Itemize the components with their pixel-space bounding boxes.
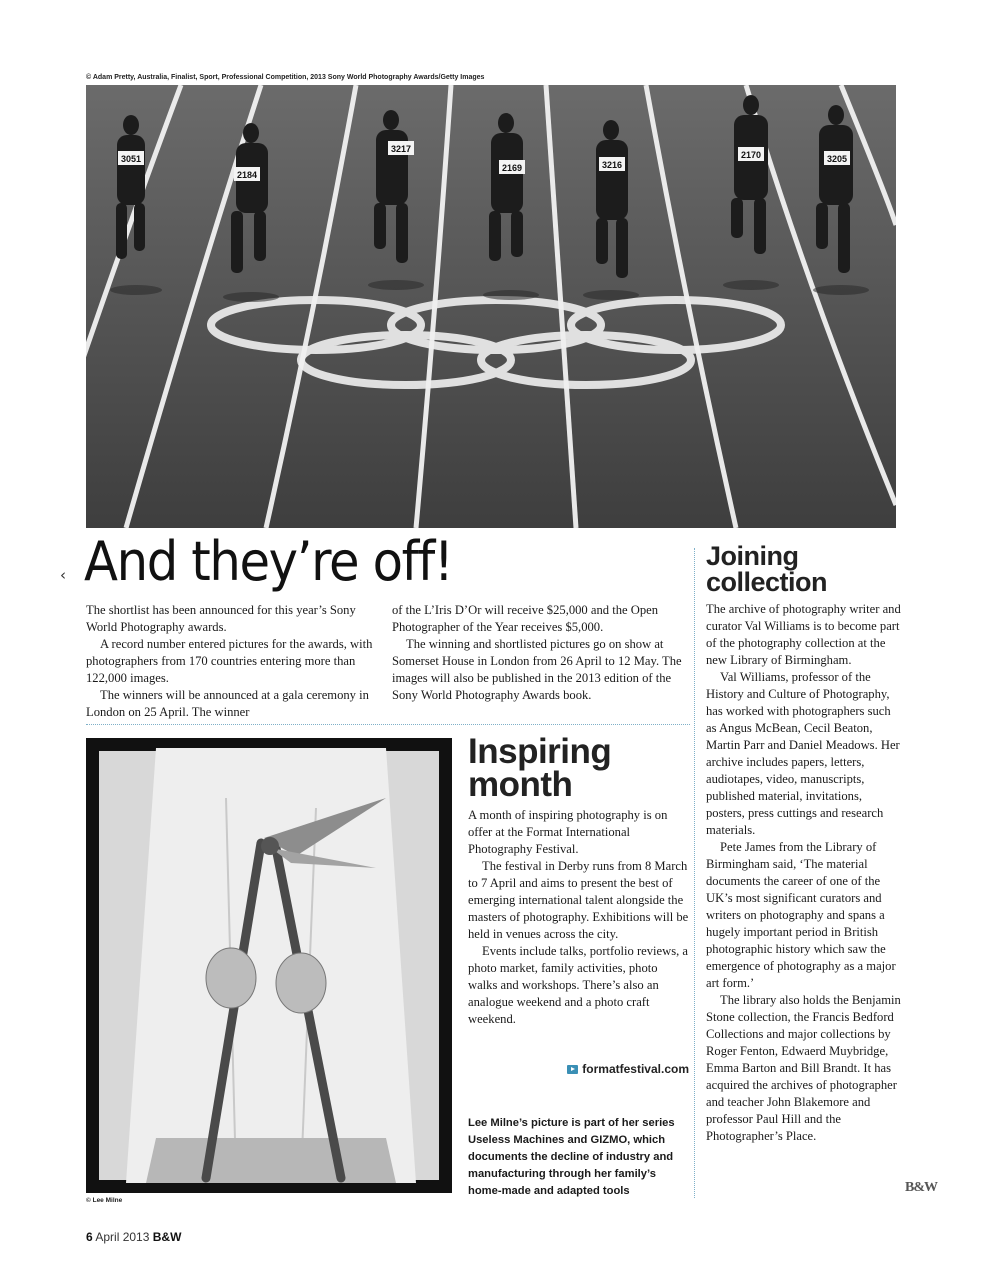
bib-2: [234, 167, 260, 181]
bib-4-number: 2169: [501, 163, 523, 173]
joining-paragraph: The archive of photography writer and curator Val Williams is to become part of the photography collection at the new Library of Birmingham.: [706, 602, 901, 667]
page-number: 6: [86, 1230, 93, 1244]
chevron-left-icon[interactable]: ‹: [60, 566, 66, 584]
joining-paragraph: Pete James from the Library of Birmingham said, ‘The material documents the career of one of the UK’s most significant curators and writers on photography and spans a hugely important period in British photographic history which saw the emergence of photography as a major art form.’: [706, 840, 896, 990]
page-footer: [86, 1230, 181, 1244]
inspiring-paragraph: A month of inspiring photography is on offer at the Format International Photography Festival.: [468, 808, 668, 856]
inspiring-paragraph: The festival in Derby runs from 8 March to 7 April and aims to present the best of emerging international talent alongside the masters of photography. Exhibitions will be held in venues across the city.: [468, 859, 689, 941]
article-paragraph: The winning and shortlisted pictures go on show at Somerset House in London from 26 April to 12 May. The images will also be published in the 2013 edition of the Sony World Photography Awards book.: [392, 637, 682, 702]
joining-paragraph: Val Williams, professor of the History and Culture of Photography, has worked with photographers such as Angus McBean, Cecil Beaton, Martin Parr and Daniel Meadows. Her archive includes papers, letters, audiotapes, video, manuscripts, published material, invitations, posters, press cuttings and research materials.: [706, 670, 900, 837]
inspiring-paragraph: Events include talks, portfolio reviews, a photo market, family activities, photo walks and workshops. There’s also an analogue weekend and a photo craft weekend.: [468, 944, 688, 1026]
photo-shears: [86, 738, 452, 1193]
hero-photo-sprinters: [86, 85, 896, 528]
bib-6: [738, 147, 764, 161]
bib-3: [388, 141, 414, 155]
divider-horizontal: [86, 724, 690, 725]
joining-paragraph: The library also holds the Benjamin Stone collection, the Francis Bedford Collections and major collections by Roger Fenton, Edwaerd Muybridge, Emma Barton and Bill Brandt. It has acquired the archives of photographer and teacher John Blakemore and professor Paul Hill and the Photographer’s Place.: [706, 993, 901, 1143]
article-paragraph: of the L’Iris D’Or will receive $25,000 and the Open Photographer of the Year receives $5,000.: [392, 603, 659, 634]
bib-1-number: 3051: [120, 154, 142, 164]
article-paragraph: The winners will be announced at a gala ceremony in London on 25 April. The winner: [86, 688, 369, 719]
joining-column: [706, 601, 902, 1145]
bib-6-number: 2170: [740, 150, 762, 160]
article-column-1: [86, 602, 380, 721]
headline: And they’re off!: [84, 530, 453, 593]
bib-7: [824, 151, 850, 165]
inspiring-heading: Inspiring month: [468, 732, 612, 805]
festival-link-text[interactable]: formatfestival.com: [582, 1062, 689, 1076]
bib-2-number: 2184: [236, 170, 258, 180]
joining-heading: Joining collection: [706, 541, 828, 597]
track-illustration: [86, 85, 896, 528]
bib-3-number: 3217: [390, 144, 412, 154]
festival-link[interactable]: [468, 1062, 689, 1076]
shears-illustration: [86, 738, 452, 1193]
bib-1: [118, 151, 144, 165]
magazine-name: B&W: [152, 1230, 182, 1244]
photo-caption: Lee Milne’s picture is part of her series Useless Machines and GIZMO, which documents the decline of industry and manufacturing through her family’s home-made and adapted tools: [468, 1117, 675, 1197]
photo-credit-top: © Adam Pretty, Australia, Finalist, Sport, Professional Competition, 2013 Sony World Photography Awards/Getty Images: [86, 74, 485, 81]
article-paragraph: A record number entered pictures for the awards, with photographers from 170 countries entering more than 122,000 images.: [86, 637, 373, 685]
issue-date: April 2013: [95, 1230, 150, 1244]
divider-vertical: [694, 548, 695, 1198]
bib-5: [599, 157, 625, 171]
bib-5-number: 3216: [601, 160, 623, 170]
bib-7-number: 3205: [826, 154, 848, 164]
bw-end-logo: B&W: [905, 1180, 937, 1195]
photo-credit-bottom: © Lee Milne: [86, 1197, 123, 1204]
play-arrow-icon: [567, 1065, 578, 1074]
bib-4: [499, 160, 525, 174]
article-paragraph: The shortlist has been announced for this year’s Sony World Photography awards.: [86, 603, 356, 634]
article-column-2: [392, 602, 688, 704]
inspiring-column: [468, 807, 690, 1028]
